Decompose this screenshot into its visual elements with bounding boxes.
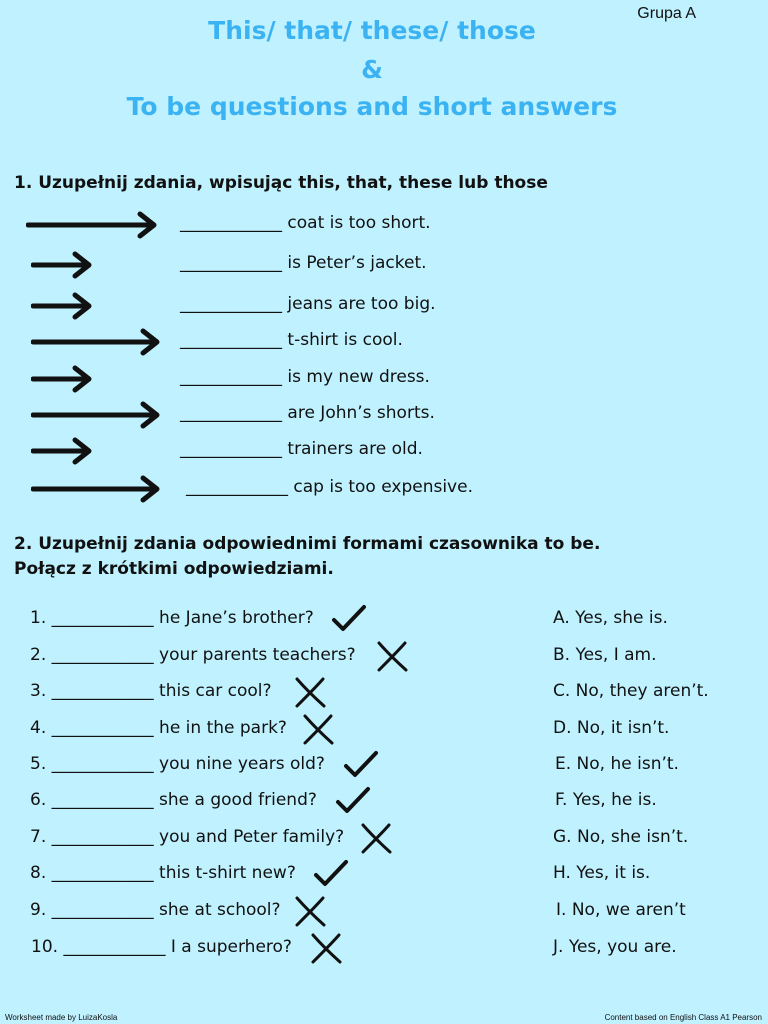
- sentence-text: trainers are old.: [287, 439, 423, 459]
- title-line-3: To be questions and short answers: [126, 92, 618, 121]
- question-row: [30, 608, 314, 628]
- sentence-text: is Peter’s jacket.: [287, 253, 427, 273]
- short-answer: G. No, she isn’t.: [553, 827, 689, 847]
- exercise-2-heading-line-1: 2. Uzupełnij zdania odpowiednimi formami czasownika to be.: [14, 534, 601, 554]
- answer-blank[interactable]: ____________: [51, 645, 154, 665]
- sentence-row: [180, 367, 430, 387]
- question-text: she a good friend?: [159, 790, 317, 810]
- sentence-text: jeans are too big.: [287, 294, 436, 314]
- checkmark-icon: [342, 748, 380, 782]
- cross-icon: [300, 712, 338, 746]
- arrow-icon: [31, 250, 103, 280]
- answer-blank[interactable]: ____________: [51, 827, 154, 847]
- answer-blank[interactable]: ____________: [186, 477, 288, 497]
- question-text: you nine years old?: [159, 754, 325, 774]
- short-answer: C. No, they aren’t.: [553, 681, 709, 701]
- answer-blank[interactable]: ____________: [51, 754, 154, 774]
- sentence-row: [180, 330, 403, 350]
- sentence-row: [180, 253, 427, 273]
- question-row: [30, 681, 272, 701]
- question-number: 3.: [30, 681, 47, 701]
- short-answer: H. Yes, it is.: [553, 863, 651, 883]
- arrow-icon: [26, 210, 168, 240]
- sentence-text: is my new dress.: [287, 367, 430, 387]
- question-text: he Jane’s brother?: [159, 608, 314, 628]
- title-line-1: This/ that/ these/ those: [208, 16, 536, 45]
- question-text: I a superhero?: [170, 937, 292, 957]
- arrow-icon: [31, 436, 103, 466]
- exercise-2-heading-line-2: Połącz z krótkimi odpowiedziami.: [14, 559, 334, 579]
- answer-blank[interactable]: ____________: [180, 367, 282, 387]
- question-text: you and Peter family?: [159, 827, 345, 847]
- answer-blank[interactable]: ____________: [180, 330, 282, 350]
- answer-blank[interactable]: ____________: [180, 213, 282, 233]
- answer-blank[interactable]: ____________: [51, 900, 154, 920]
- question-number: 4.: [30, 718, 47, 738]
- question-number: 2.: [30, 645, 47, 665]
- arrow-icon: [31, 291, 103, 321]
- question-number: 6.: [30, 790, 47, 810]
- answer-blank[interactable]: ____________: [51, 718, 154, 738]
- arrow-icon: [31, 364, 103, 394]
- question-number: 7.: [30, 827, 47, 847]
- cross-icon: [374, 639, 412, 673]
- answer-blank[interactable]: ____________: [51, 681, 154, 701]
- question-number: 1.: [30, 608, 47, 628]
- answer-blank[interactable]: ____________: [180, 403, 282, 423]
- short-answer: E. No, he isn’t.: [555, 754, 679, 774]
- question-row: [30, 790, 317, 810]
- question-row: [31, 937, 292, 957]
- question-text: she at school?: [159, 900, 281, 920]
- answer-blank[interactable]: ____________: [51, 863, 154, 883]
- question-row: [30, 718, 287, 738]
- question-number: 5.: [30, 754, 47, 774]
- answer-blank[interactable]: ____________: [51, 790, 154, 810]
- short-answer: D. No, it isn’t.: [553, 718, 670, 738]
- question-row: [30, 863, 296, 883]
- title-line-2: &: [361, 55, 383, 84]
- checkmark-icon: [334, 784, 372, 818]
- question-row: [30, 754, 325, 774]
- answer-blank[interactable]: ____________: [180, 253, 282, 273]
- sentence-row: [180, 213, 431, 233]
- question-text: your parents teachers?: [159, 645, 356, 665]
- arrow-icon: [31, 327, 171, 357]
- cross-icon: [292, 894, 330, 928]
- question-row: [30, 645, 356, 665]
- sentence-row: [180, 294, 436, 314]
- question-number: 8.: [30, 863, 47, 883]
- question-number: 10.: [31, 937, 59, 957]
- sentence-text: coat is too short.: [287, 213, 431, 233]
- checkmark-icon: [330, 602, 368, 636]
- answer-blank[interactable]: ____________: [180, 439, 282, 459]
- footer-source: Content based on English Class A1 Pearson: [604, 1013, 762, 1022]
- sentence-text: t-shirt is cool.: [287, 330, 403, 350]
- short-answer: A. Yes, she is.: [553, 608, 668, 628]
- question-number: 9.: [30, 900, 47, 920]
- sentence-text: cap is too expensive.: [293, 477, 473, 497]
- short-answer: F. Yes, he is.: [555, 790, 657, 810]
- cross-icon: [358, 821, 396, 855]
- exercise-1-heading: 1. Uzupełnij zdania, wpisując this, that, these lub those: [14, 173, 548, 193]
- question-text: he in the park?: [159, 718, 287, 738]
- sentence-row: [180, 403, 435, 423]
- sentence-row: [180, 439, 423, 459]
- short-answer: B. Yes, I am.: [553, 645, 657, 665]
- group-label: Grupa A: [637, 5, 696, 22]
- question-text: this car cool?: [159, 681, 272, 701]
- sentence-row: [186, 477, 473, 497]
- answer-blank[interactable]: ____________: [51, 608, 154, 628]
- footer-credit: Worksheet made by LuizaKosla: [5, 1013, 118, 1022]
- short-answer: J. Yes, you are.: [553, 937, 677, 957]
- sentence-text: are John’s shorts.: [287, 403, 435, 423]
- checkmark-icon: [312, 857, 350, 891]
- arrow-icon: [31, 474, 171, 504]
- question-row: [30, 827, 344, 847]
- arrow-icon: [31, 400, 171, 430]
- cross-icon: [292, 675, 330, 709]
- cross-icon: [308, 931, 346, 965]
- answer-blank[interactable]: ____________: [63, 937, 166, 957]
- question-row: [30, 900, 281, 920]
- question-text: this t-shirt new?: [159, 863, 296, 883]
- answer-blank[interactable]: ____________: [180, 294, 282, 314]
- short-answer: I. No, we aren’t: [556, 900, 686, 920]
